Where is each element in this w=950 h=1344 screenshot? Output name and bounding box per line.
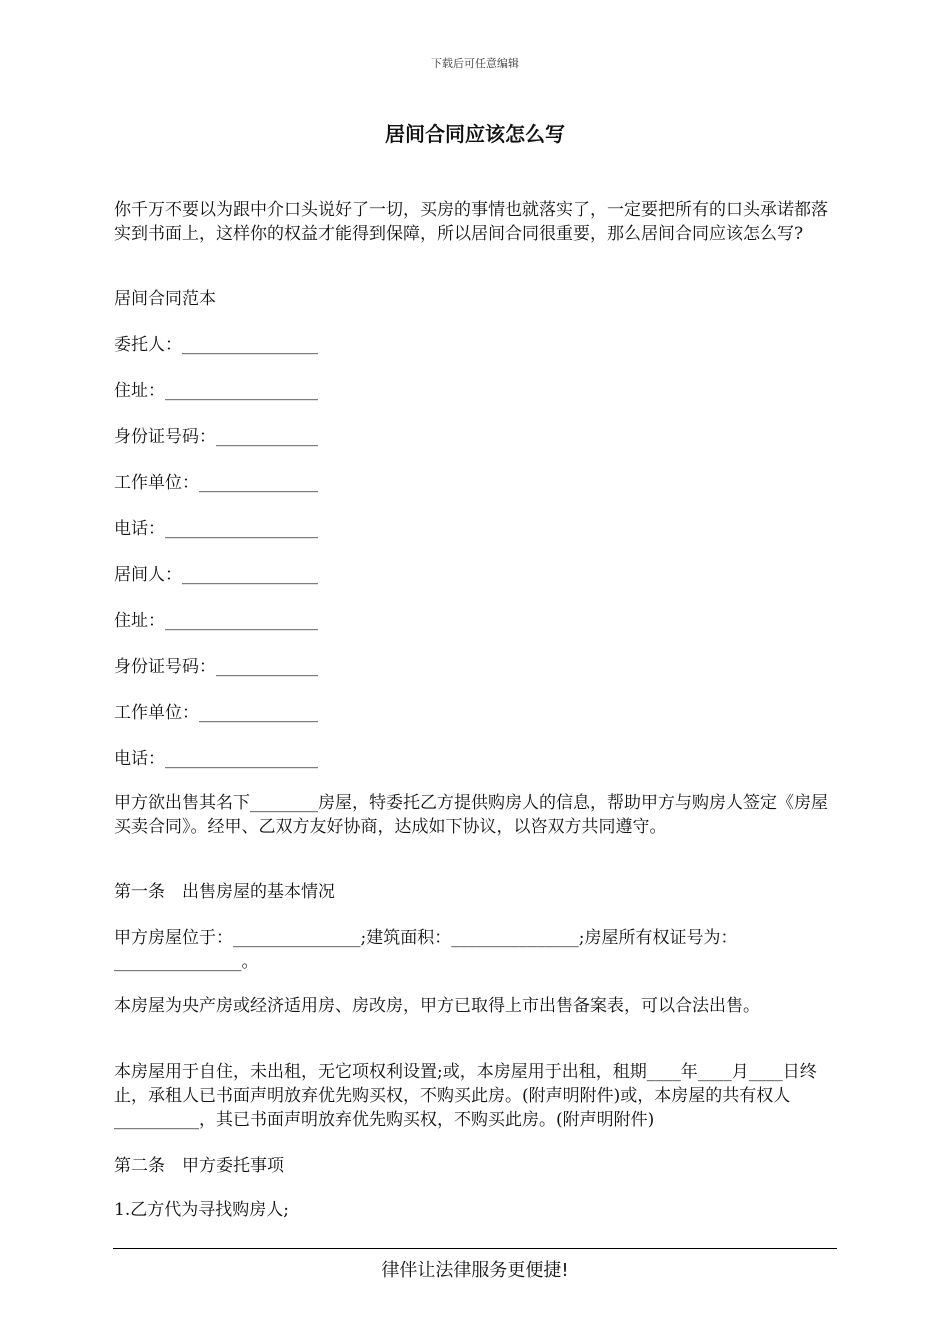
field-address: 住址：__________________ <box>114 611 318 631</box>
section-heading: 居间合同范本 <box>114 289 216 309</box>
field-client: 委托人：________________ <box>114 335 318 355</box>
property-type-paragraph: 本房屋为央产房或经济适用房、房改房，甲方已取得上市出售备案表，可以合法出售。 <box>114 996 760 1016</box>
footer-slogan: 律伴让法律服务更便捷! <box>381 1260 569 1281</box>
field-id-number: 身份证号码：____________ <box>114 427 318 447</box>
list-item: 1.乙方代为寻找购房人; <box>114 1200 289 1220</box>
article-heading: 第二条 甲方委托事项 <box>114 1156 284 1176</box>
article-heading: 第一条 出售房屋的基本情况 <box>114 882 335 902</box>
document-title: 居间合同应该怎么写 <box>385 122 565 146</box>
field-id-number: 身份证号码：____________ <box>114 657 318 677</box>
field-phone: 电话：__________________ <box>114 749 318 769</box>
property-details-paragraph: 甲方房屋位于：_______________;建筑面积：_______________;房屋所有权证号为：_______________。 <box>114 928 738 972</box>
intro-paragraph: 你千万不要以为跟中介口头说好了一切，买房的事情也就落实了，一定要把所有的口头承诺都落实到书面上，这样你的权益才能得到保障，所以居间合同很重要，那么居间合同应该怎么写? <box>114 200 828 244</box>
field-employer: 工作单位：______________ <box>114 473 318 493</box>
field-phone: 电话：__________________ <box>114 519 318 539</box>
header-note: 下载后可任意编辑 <box>431 57 519 70</box>
field-address: 住址：__________________ <box>114 381 318 401</box>
agreement-paragraph: 甲方欲出售其名下________房屋，特委托乙方提供购房人的信息，帮助甲方与购房人签定《房屋买卖合同》。经甲、乙双方友好协商，达成如下协议，以咨双方共同遵守。 <box>114 793 828 837</box>
footer-divider <box>113 1248 837 1249</box>
field-broker: 居间人：________________ <box>114 565 318 585</box>
property-use-paragraph: 本房屋用于自住，未出租，无它项权利设置;或，本房屋用于出租，租期____年____月____日终止，承租人已书面声明放弃优先购买权，不购买此房。(附声明附件)或，本房屋的共有权人__________，其已书面声明放弃优先购买权，不购买此房。(附声明附件) <box>114 1062 817 1130</box>
field-employer: 工作单位：______________ <box>114 703 318 723</box>
